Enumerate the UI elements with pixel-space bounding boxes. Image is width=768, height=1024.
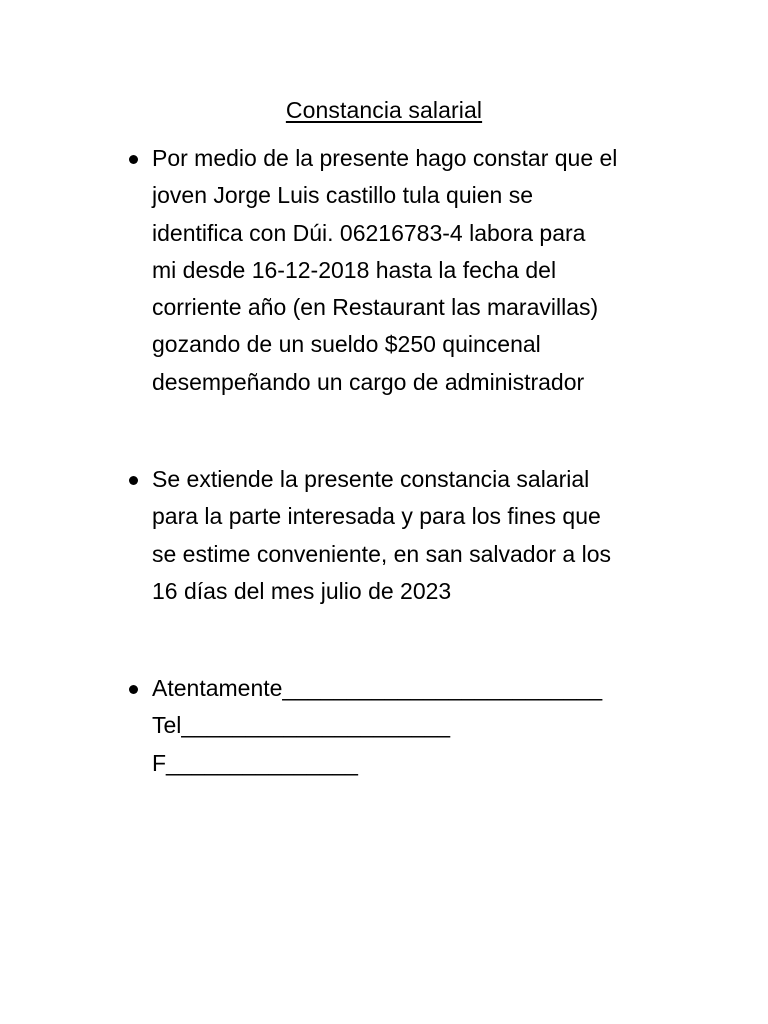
text-line: joven Jorge Luis castillo tula quien se [152, 182, 534, 209]
text-line: 16 días del mes julio de 2023 [152, 577, 452, 604]
phone-line: Tel_____________________ [152, 712, 451, 739]
signature-lines [152, 670, 692, 782]
text-line: mi desde 16-12-2018 hasta la fecha del [152, 256, 557, 283]
paragraph-text [152, 461, 692, 610]
signature-line: Atentamente_________________________ [152, 675, 603, 701]
text-line: para la parte interesada y para los fines que [152, 503, 601, 530]
bullet-icon [129, 155, 138, 164]
paragraph-text [152, 140, 692, 401]
text-line: desempeñando un cargo de administrador [152, 368, 585, 395]
text-line: gozando de un sueldo $250 quincenal [152, 331, 541, 358]
text-line: se estime conveniente, en san salvador a los [152, 540, 611, 567]
text-line: corriente año (en Restaurant las maravillas) [152, 294, 599, 321]
text-line: Se extiende la presente constancia salarial [152, 466, 590, 492]
bullet-icon [129, 476, 138, 485]
f-line: F_______________ [152, 749, 358, 776]
bullet-icon [129, 685, 138, 694]
document-title: Constancia salarial [285, 97, 483, 123]
text-line: Por medio de la presente hago constar que el [152, 145, 618, 171]
text-line: identifica con Dúi. 06216783-4 labora para [152, 219, 586, 246]
